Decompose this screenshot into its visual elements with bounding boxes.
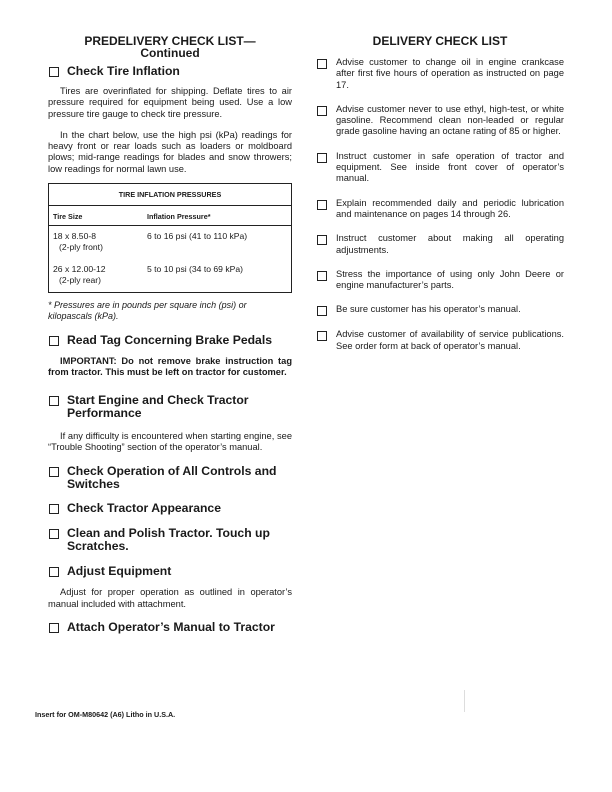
- checkbox-icon[interactable]: [317, 331, 327, 341]
- predelivery-title-line2: Continued: [140, 46, 200, 60]
- checkbox-icon[interactable]: [49, 504, 59, 514]
- checkbox-icon[interactable]: [49, 623, 59, 633]
- list-item-text: Advise customer of availability of service publications. See order form at back of operator’s manual.: [336, 329, 564, 351]
- delivery-column: [316, 35, 564, 365]
- list-item-text: Advise customer never to use ethyl, high-test, or white gasoline. Recommend clean non-leaded or regular grade gasoline having an octane rating of 85 or higher.: [336, 103, 564, 137]
- checkbox-icon[interactable]: [49, 467, 59, 477]
- brake-important-note: IMPORTANT: Do not remove brake instruction tag from tractor. This must be left on tractor for customer.: [48, 356, 292, 378]
- tire-size: 26 x 12.00-12: [53, 264, 106, 275]
- checkbox-icon[interactable]: [317, 59, 327, 69]
- section-heading: Read Tag Concerning Brake Pedals: [67, 333, 272, 348]
- checkbox-icon[interactable]: [317, 106, 327, 116]
- section-heading: Clean and Polish Tractor. Touch up Scratches.: [67, 526, 270, 554]
- checkbox-icon[interactable]: [317, 200, 327, 210]
- checkbox-icon[interactable]: [317, 271, 327, 281]
- table-header-row: [49, 206, 291, 226]
- predelivery-column: [48, 35, 292, 634]
- checkbox-icon[interactable]: [317, 306, 327, 316]
- section-check-tire-inflation[interactable]: [48, 65, 292, 78]
- table-row: [49, 255, 291, 292]
- start-engine-para: If any difficulty is encountered when starting engine, see “Trouble Shooting” section of the operator’s manual.: [48, 430, 292, 452]
- tire-pressure: 5 to 10 psi (34 to 69 kPa): [147, 264, 244, 275]
- delivery-title: DELIVERY CHECK LIST: [372, 34, 508, 48]
- tire-para-2: In the chart below, use the high psi (kPa) readings for heavy front or rear loads such as loaders or moldboard plows; mid-range readings for blades and snow throwers; low readings for normal lawn use.: [48, 129, 292, 174]
- divider: [464, 690, 465, 712]
- section-adjust-equipment[interactable]: [48, 565, 292, 578]
- tire-size: 18 x 8.50-8: [53, 231, 96, 242]
- col-tire-size: Tire Size: [53, 212, 83, 222]
- list-item[interactable]: [316, 304, 564, 316]
- checkbox-icon[interactable]: [317, 153, 327, 163]
- section-start-engine[interactable]: [48, 394, 292, 420]
- tire-pressure: 6 to 16 psi (41 to 110 kPa): [147, 231, 248, 242]
- section-heading: Start Engine and Check Tractor Performance: [67, 392, 249, 420]
- adjust-para: Adjust for proper operation as outlined in operator’s manual included with attachment.: [48, 587, 292, 609]
- tire-para-1: Tires are overinflated for shipping. Deflate tires to air pressure required for equipment being used. Use a low pressure tire gauge to check tire pressure.: [48, 86, 292, 119]
- list-item-text: Instruct customer about making all operating adjustments.: [336, 233, 564, 255]
- section-heading: Check Operation of All Controls and Switches: [67, 464, 277, 492]
- predelivery-title-line1: PREDELIVERY CHECK LIST—: [84, 34, 256, 48]
- table-row: [49, 226, 291, 255]
- checkbox-icon[interactable]: [49, 67, 59, 77]
- list-item[interactable]: [316, 104, 564, 138]
- list-item-text: Be sure customer has his operator’s manual.: [336, 304, 521, 315]
- list-item[interactable]: [316, 329, 564, 352]
- col-inflation-pressure: Inflation Pressure*: [147, 212, 211, 222]
- list-item-text: Advise customer to change oil in engine crankcase after first five hours of operation as instructed on page 17.: [336, 57, 564, 90]
- checkbox-icon[interactable]: [49, 529, 59, 539]
- table-caption: TIRE INFLATION PRESSURES: [49, 184, 291, 206]
- list-item-text: Instruct customer in safe operation of tractor and equipment. See inside front cover of operator’s manual.: [336, 150, 564, 184]
- section-check-controls[interactable]: [48, 465, 292, 491]
- section-read-brake-tag[interactable]: [48, 334, 292, 347]
- section-clean-polish[interactable]: [48, 527, 292, 553]
- tire-ply: (2-ply front): [59, 241, 103, 252]
- checkbox-icon[interactable]: [49, 336, 59, 346]
- checkbox-icon[interactable]: [49, 567, 59, 577]
- list-item[interactable]: [316, 269, 564, 292]
- list-item[interactable]: [316, 198, 564, 221]
- predelivery-title: [48, 35, 292, 59]
- section-heading: Check Tractor Appearance: [67, 501, 221, 516]
- page-footer: Insert for OM-M80642 (A6) Litho in U.S.A.: [35, 710, 176, 719]
- table-footnote: * Pressures are in pounds per square inch (psi) or kilopascals (kPa).: [48, 300, 247, 322]
- tire-ply: (2-ply rear): [59, 274, 102, 285]
- section-attach-manual[interactable]: [48, 621, 292, 634]
- section-check-appearance[interactable]: [48, 502, 292, 515]
- list-item-text: Stress the importance of using only John Deere or engine manufacturer’s parts.: [336, 268, 564, 291]
- list-item[interactable]: [316, 233, 564, 256]
- section-heading: Adjust Equipment: [67, 564, 172, 579]
- list-item[interactable]: [316, 151, 564, 185]
- checkbox-icon[interactable]: [317, 235, 327, 245]
- section-heading: Attach Operator’s Manual to Tractor: [67, 619, 275, 634]
- list-item[interactable]: [316, 57, 564, 91]
- tire-inflation-table: [48, 183, 292, 293]
- list-item-text: Explain recommended daily and periodic lubrication and maintenance on pages 14 through 26.: [336, 197, 564, 219]
- section-heading: Check Tire Inflation: [67, 64, 180, 78]
- checkbox-icon[interactable]: [49, 396, 59, 406]
